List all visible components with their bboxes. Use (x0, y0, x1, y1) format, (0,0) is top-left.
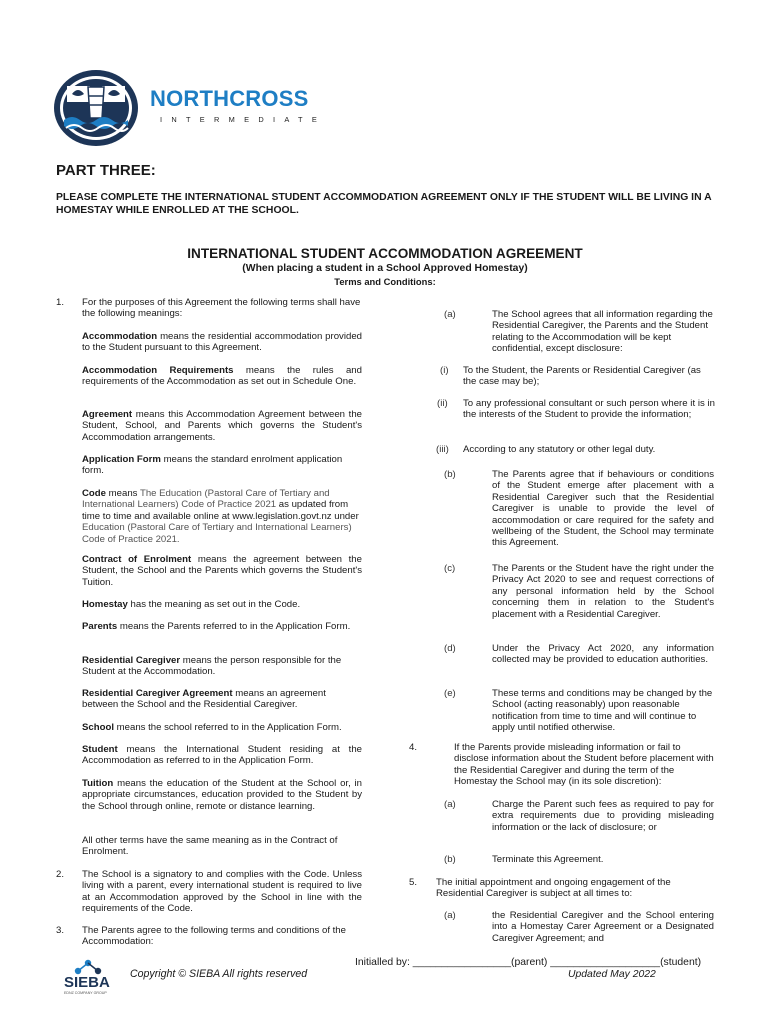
definition-application-form (82, 454, 362, 477)
definition-student (82, 744, 362, 767)
clause-5-text: The initial appointment and ongoing engagement of the Residential Caregiver is subject at all times to: (436, 877, 671, 900)
clause-3a-i-text: To the Student, the Parents or Residential Caregiver (as the case may be); (463, 365, 701, 388)
definition-parents (82, 621, 362, 632)
clause-3a-ii-text: To any professional consultant or such person where it is in the interests of the Student to provide the information; (463, 398, 715, 421)
definition-term: Homestay (82, 599, 128, 610)
clause-3e-text: These terms and conditions may be changed by the School (acting reasonably) upon reasonable notification from time to time and will continue to apply until notified otherwise. (492, 688, 713, 734)
definition-text: as updated from time to time and available online at www.legislation.govt.nz under (82, 499, 359, 522)
definition-term: Parents (82, 621, 118, 632)
definition-term: Contract of Enrolment (82, 554, 192, 565)
clause-3-number: 3. (56, 925, 65, 936)
clause-5-number: 5. (409, 877, 418, 888)
clause-4b-text: Terminate this Agreement. (492, 854, 604, 865)
clause-3d-text: Under the Privacy Act 2020, any information collected may be provided to education authorities. (492, 643, 714, 666)
clause-1-text: For the purposes of this Agreement the following terms shall have the following meanings: (82, 297, 361, 320)
agreement-subtitle: (When placing a student in a School Approved Homestay) (242, 263, 528, 274)
definition-homestay (82, 599, 362, 610)
clause-5a-text: the Residential Caregiver and the School entering into a Homestay Carer Agreement or a Designated Caregiver Agreement; and (492, 910, 714, 944)
clause-4a-label: (a) (444, 799, 456, 810)
definition-term: Application Form (82, 454, 161, 465)
clause-3c-label: (c) (444, 563, 456, 574)
sieba-logo-sub: EDNZ COMPANY GROUP (64, 991, 107, 995)
clause-3b-label: (b) (444, 469, 456, 480)
clause-4-text: If the Parents provide misleading information or fail to disclose information about the Student before placement with the Residential Caregiver and during the term of the Homestay the School may (in its sole discretion): (454, 742, 714, 788)
definition-term: School (82, 722, 114, 733)
definition-contract-of-enrolment (82, 554, 362, 588)
definition-term: Accommodation Requirements (82, 365, 234, 376)
agreement-title: INTERNATIONAL STUDENT ACCOMMODATION AGREEMENT (187, 246, 583, 261)
definition-term: Tuition (82, 778, 114, 789)
definition-code (82, 488, 362, 545)
part-heading: PART THREE: (56, 162, 156, 179)
definition-accommodation (82, 331, 362, 354)
definition-agreement (82, 409, 362, 443)
brand-name: NORTHCROSS (150, 86, 309, 111)
definition-text: means the Parents referred to in the Application Form. (119, 621, 351, 632)
definition-text: means the person responsible for the Student at the Accommodation. (82, 655, 342, 678)
definition-school (82, 722, 362, 733)
initialled-by-line: Initialled by: _________________(parent) ___________________(student) (355, 957, 702, 968)
definition-text: means (108, 488, 138, 499)
clause-4-number: 4. (409, 742, 418, 753)
brand-subtitle: INTERMEDIATE (160, 115, 327, 124)
clause-3a-i-label: (i) (440, 365, 449, 376)
definition-other-terms: All other terms have the same meaning as in the Contract of Enrolment. (82, 835, 338, 858)
copyright-notice: Copyright © SIEBA All rights reserved (130, 968, 308, 980)
definition-term: Accommodation (82, 331, 158, 342)
code-title: Education (Pastoral Care of Tertiary and International Learners) Code of Practice 2021. (82, 522, 352, 545)
part-instruction: PLEASE COMPLETE THE INTERNATIONAL STUDENT ACCOMMODATION AGREEMENT ONLY IF THE STUDENT WILL BE LIVING IN A HOMESTAY WHILE ENROLLED AT THE SCHOOL. (56, 192, 712, 216)
definition-term: Code (82, 488, 106, 499)
definition-text: means the rules and requirements of the Accommodation as set out in Schedule One. (82, 365, 362, 388)
clause-2-text: The School is a signatory to and complies with the Code. Unless living with a parent, every international student is required to live at an Accommodation approved by the School in line with the requirements of the Code. (82, 869, 362, 915)
definition-text: has the meaning as set out in the Code. (130, 599, 301, 610)
definition-term: Student (82, 744, 118, 755)
clause-3e-label: (e) (444, 688, 456, 699)
definition-text: means this Accommodation Agreement between the Student, School, and Parents which governs the Student's Accommodation arrangements. (82, 409, 362, 443)
clause-3a-label: (a) (444, 309, 456, 320)
definition-text: means the education of the Student at the School or, in appropriate circumstances, education provided to the Student by the School through online, remote or distance learning. (82, 778, 363, 812)
definition-text: means an agreement between the School and the Residential Caregiver. (82, 688, 326, 711)
code-title: The Education (Pastoral Care of Tertiary and International Learners) Code of Practice 2021 (82, 488, 330, 511)
clause-3a-iii-label: (iii) (436, 444, 449, 455)
terms-heading: Terms and Conditions: (334, 276, 436, 287)
clause-3a-ii-label: (ii) (437, 398, 448, 409)
sieba-logo-text: SIEBA (64, 974, 110, 991)
definition-residential-caregiver-agreement (82, 688, 362, 711)
clause-3a-text: The School agrees that all information regarding the Residential Caregiver, the Parents and the Student relating to the Accommodation will be kept confidential, except disclosure: (492, 309, 713, 355)
definition-term: Residential Caregiver Agreement (82, 688, 233, 699)
clause-2-number: 2. (56, 869, 65, 880)
definition-text: means the residential accommodation provided to the Student pursuant to this Agreement. (82, 331, 362, 354)
definition-text: means the agreement between the Student, the School and the Parents which governs the Student's Tuition. (82, 554, 362, 588)
definition-text: means the International Student residing at the Accommodation as referred to in the Application Form. (82, 744, 362, 767)
definition-accommodation-requirements (82, 365, 362, 388)
clause-4b-label: (b) (444, 854, 456, 865)
northcross-lighthouse-logo (52, 68, 140, 148)
definition-tuition (82, 778, 362, 812)
sieba-logo (64, 955, 120, 1025)
clause-5a-label: (a) (444, 910, 456, 921)
definition-text: means the school referred to in the Application Form. (116, 722, 342, 733)
definition-term: Residential Caregiver (82, 655, 181, 666)
clause-3c-text: The Parents or the Student have the right under the Privacy Act 2020 to see and request corrections of any personal information held by the School concerning them in relation to the Student's placement with a Residential Caregiver. (492, 563, 714, 620)
updated-date: Updated May 2022 (568, 969, 656, 980)
definition-text: means the standard enrolment application form. (82, 454, 343, 477)
definition-residential-caregiver (82, 655, 362, 678)
clause-3-text: The Parents agree to the following terms and conditions of the Accommodation: (82, 925, 346, 948)
clause-1-number: 1. (56, 297, 65, 308)
definition-term: Agreement (82, 409, 133, 420)
clause-4a-text: Charge the Parent such fees as required to pay for extra requirements due to providing misleading information or the lack of disclosure; or (492, 799, 714, 833)
clause-3d-label: (d) (444, 643, 456, 654)
clause-3a-iii-text: According to any statutory or other legal duty. (463, 444, 656, 455)
clause-3b-text: The Parents agree that if behaviours or conditions of the Student emerge after placement with a Residential Caregiver such that the Residential Caregiver is unable to provide the level of accommodation or care required for the safety and wellbeing of the Student, the School may terminate this Agreement. (492, 469, 714, 549)
